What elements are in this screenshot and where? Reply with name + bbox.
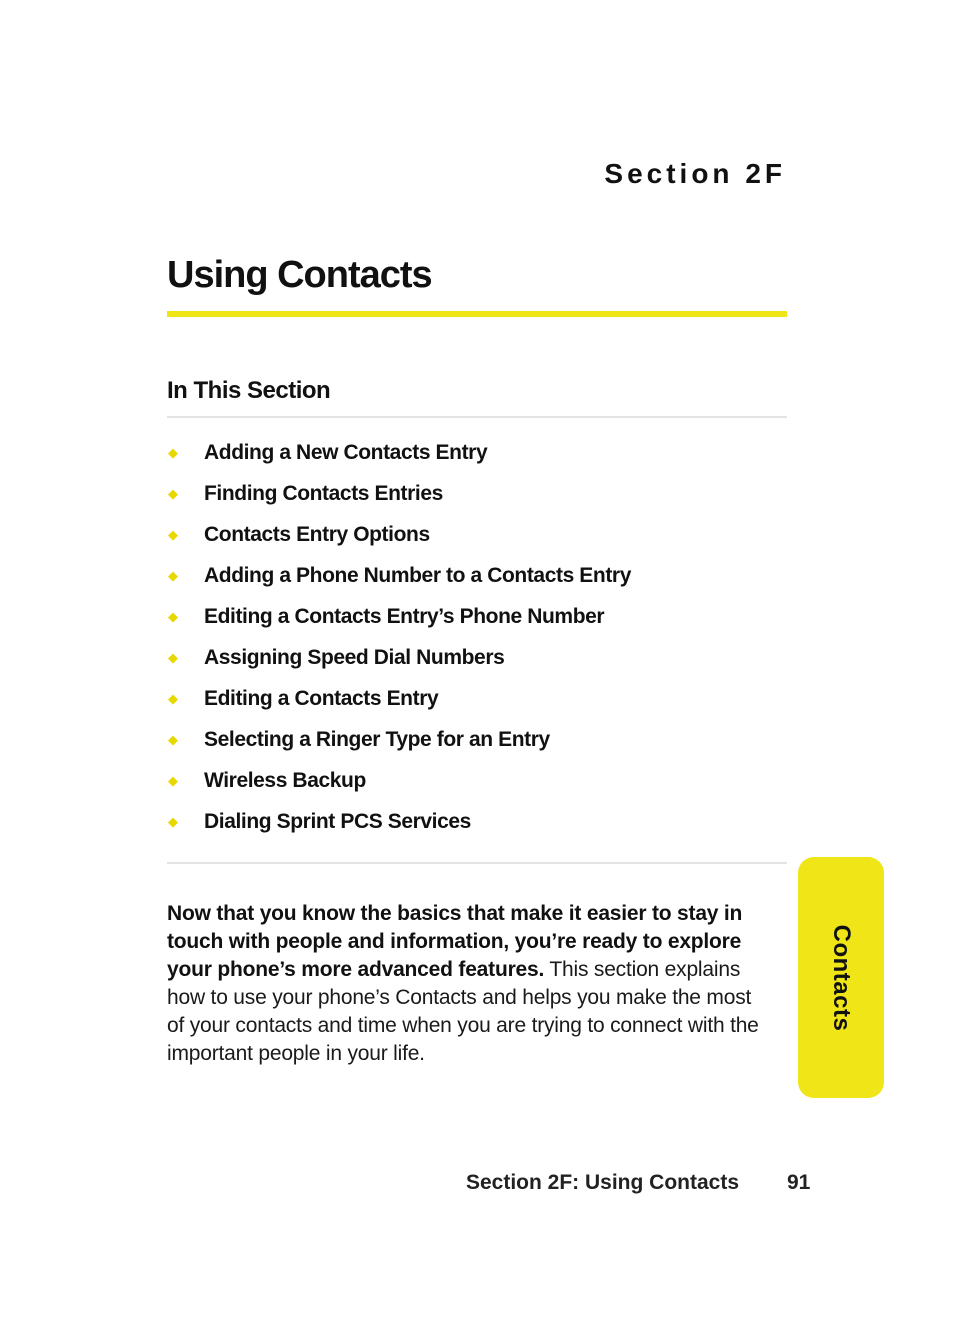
intro-paragraph: [167, 900, 767, 1068]
diamond-bullet-icon: ◆: [168, 813, 178, 829]
toc-item[interactable]: [167, 514, 631, 555]
toc-item[interactable]: [167, 555, 631, 596]
toc-item-label: Editing a Contacts Entry: [204, 686, 439, 710]
diamond-bullet-icon: ◆: [168, 567, 178, 583]
toc-item[interactable]: [167, 760, 631, 801]
toc-item[interactable]: [167, 719, 631, 760]
toc-item-label: Selecting a Ringer Type for an Entry: [204, 727, 550, 751]
footer-page-number: 91: [787, 1171, 811, 1194]
section-divider-top: [167, 416, 787, 418]
toc-item-label: Finding Contacts Entries: [204, 481, 443, 505]
toc-item[interactable]: [167, 473, 631, 514]
diamond-bullet-icon: ◆: [168, 690, 178, 706]
toc-item-label: Dialing Sprint PCS Services: [204, 809, 471, 833]
toc-item-label: Wireless Backup: [204, 768, 366, 792]
toc-item[interactable]: [167, 596, 631, 637]
diamond-bullet-icon: ◆: [168, 485, 178, 501]
toc-item-label: Assigning Speed Dial Numbers: [204, 645, 505, 669]
toc-item[interactable]: [167, 801, 631, 842]
section-divider-bottom: [167, 862, 787, 864]
toc-item-label: Editing a Contacts Entry’s Phone Number: [204, 604, 605, 628]
toc-item[interactable]: [167, 637, 631, 678]
side-tab-label: Contacts: [828, 924, 855, 1031]
diamond-bullet-icon: ◆: [168, 731, 178, 747]
toc-item[interactable]: [167, 678, 631, 719]
side-tab[interactable]: [798, 857, 884, 1098]
toc-item-label: Contacts Entry Options: [204, 522, 430, 546]
page-title: Using Contacts: [167, 254, 432, 296]
toc-item[interactable]: [167, 432, 631, 473]
diamond-bullet-icon: ◆: [168, 526, 178, 542]
intro-regular-text: This section explains how to use your phone’s Contacts and helps you make the most of your contacts and time when you are trying to connect with the important people in your life.: [167, 958, 759, 1065]
toc-list: [167, 432, 631, 842]
diamond-bullet-icon: ◆: [168, 608, 178, 624]
toc-item-label: Adding a Phone Number to a Contacts Entry: [204, 563, 631, 587]
footer-section-title: Section 2F: Using Contacts: [465, 1171, 739, 1194]
title-rule: [167, 311, 787, 317]
intro-bold-text: Now that you know the basics that make it easier to stay in touch with people and information, you’re ready to explore your phone’s more advanced features.: [167, 902, 743, 981]
diamond-bullet-icon: ◆: [168, 649, 178, 665]
toc-item-label: Adding a New Contacts Entry: [204, 440, 488, 464]
in-this-section-heading: In This Section: [167, 377, 331, 404]
section-label: Section 2F: [604, 158, 786, 189]
diamond-bullet-icon: ◆: [168, 444, 178, 460]
diamond-bullet-icon: ◆: [168, 772, 178, 788]
